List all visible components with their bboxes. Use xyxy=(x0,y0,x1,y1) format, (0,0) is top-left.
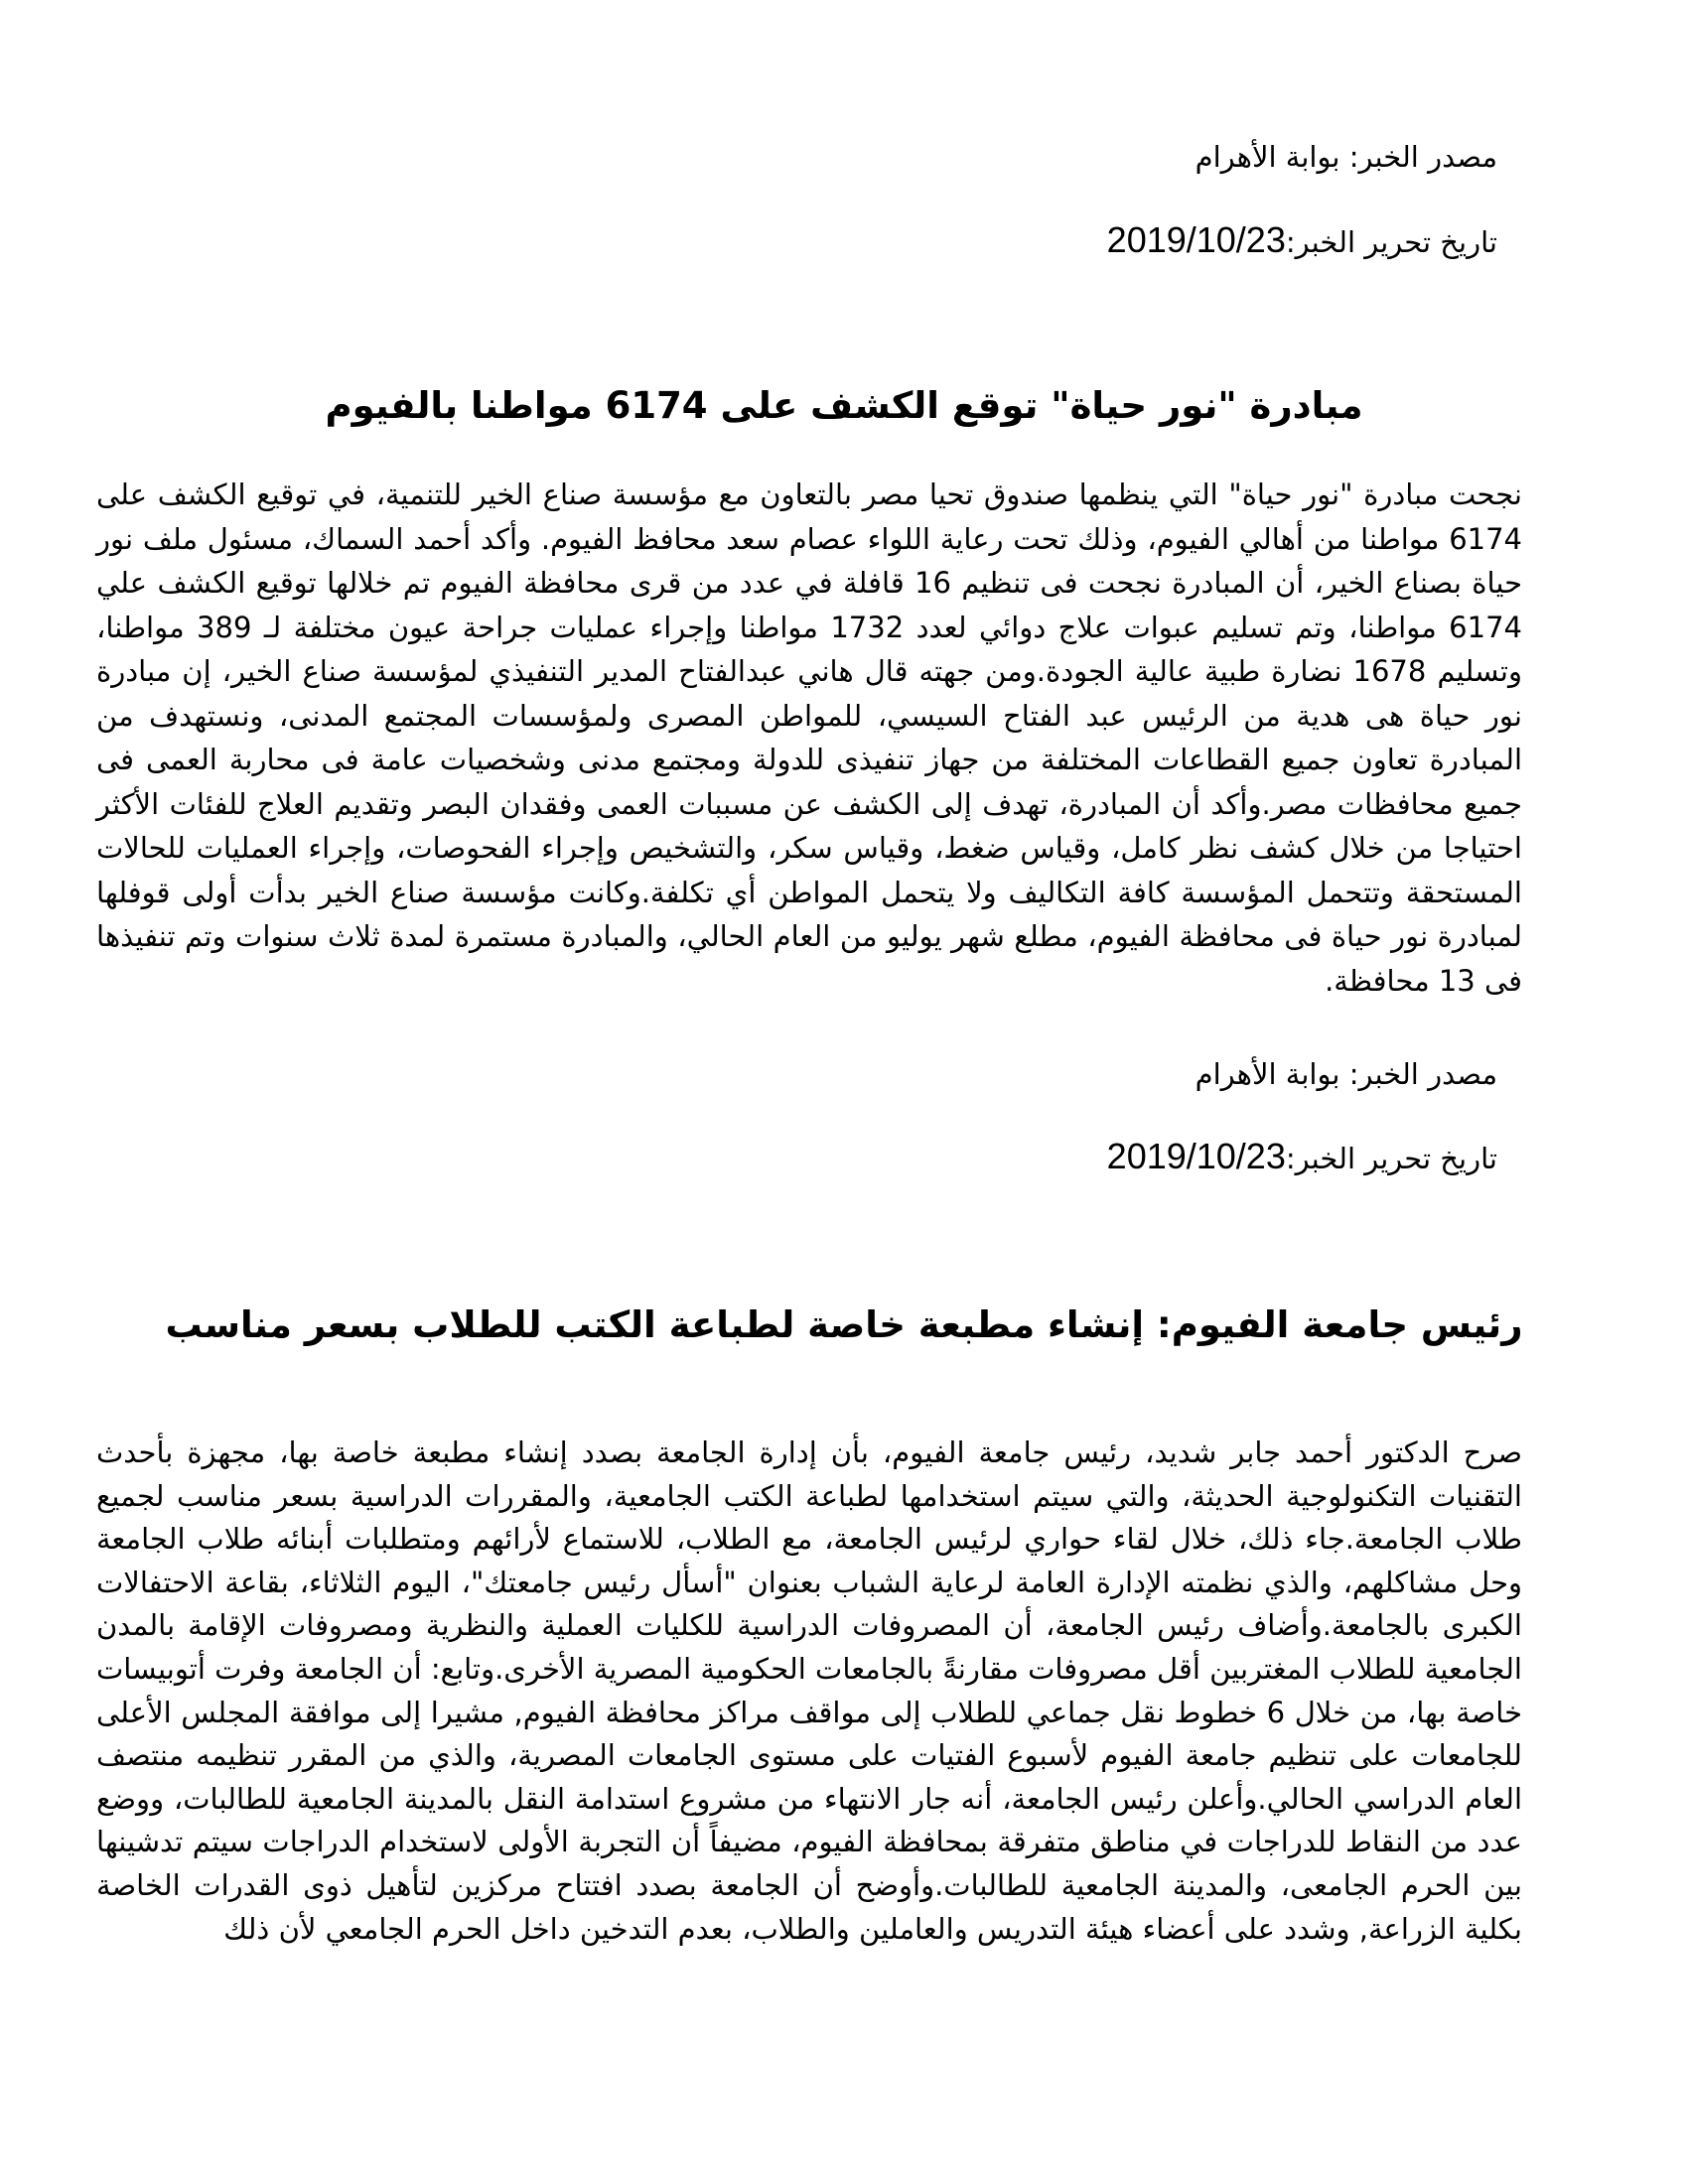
article-1-date-label: تاريخ تحرير الخبر: xyxy=(1285,225,1497,259)
article-1-title: مبادرة "نور حياة" توقع الكشف على 6174 مواطنا بالفيوم xyxy=(325,384,1363,427)
article-2-date-value: 2019/10/23 xyxy=(1106,1136,1286,1176)
article-2-title: رئيس جامعة الفيوم: إنشاء مطبعة خاصة لطباعة الكتب للطلاب بسعر مناسب xyxy=(165,1303,1523,1346)
article-1-body: نجحت مبادرة "نور حياة" التي ينظمها صندوق تحيا مصر بالتعاون مع مؤسسة صناع الخير للتنمية، في توقيع الكشف على 6174 مواطنا من أهالي الفيوم، وذلك تحت رعاية اللواء عصام سعد محافظ الفيوم. وأكد أحمد السماك، مسئول ملف نور حياة بصناع الخير، أن المبادرة نجحت فى تنظيم 16 قافلة في عدد من قرى محافظة الفيوم تم خلالها توقيع الكشف علي 6174 مواطنا، وتم تسليم عبوات علاج دوائي لعدد 1732 مواطنا وإجراء عمليات جراحة عيون مختلفة لـ 389 مواطنا، وتسليم 1678 نضارة طبية عالية الجودة.ومن جهته قال هاني عبدالفتاح المدير التنفيذي لمؤسسة صناع الخير، إن مبادرة نور حياة هى هدية من الرئيس عبد الفتاح السيسي، للمواطن المصرى ولمؤسسات المجتمع المدنى، ونستهدف من المبادرة تعاون جميع القطاعات المختلفة من جهاز تنفيذى للدولة ومجتمع مدنى وشخصيات عامة فى محاربة العمى فى جميع محافظات مصر.وأكد أن المبادرة، تهدف إلى الكشف عن مسببات العمى وفقدان البصر وتقديم العلاج للفئات الأكثر احتياجا من خلال كشف نظر كامل، وقياس ضغط، وقياس سكر، والتشخيص وإجراء الفحوصات، وإجراء العمليات للحالات المستحقة وتتحمل المؤسسة كافة التكاليف ولا يتحمل المواطن أي تكلفة.وكانت مؤسسة صناع الخير بدأت أولى قوفلها لمبادرة نور حياة فى محافظة الفيوم، مطلع شهر يوليو من العام الحالي، والمبادرة مستمرة لمدة ثلاث سنوات وتم تنفيذها فى 13 محافظة. xyxy=(96,478,1522,998)
article-2-source: مصدر الخبر: بوابة الأهرام xyxy=(1195,1057,1497,1091)
article-2-date xyxy=(405,1137,1497,1178)
article-2-date-label: تاريخ تحرير الخبر: xyxy=(1285,1142,1497,1175)
article-1-source: مصدر الخبر: بوابة الأهرام xyxy=(1195,140,1497,174)
article-2-body: صرح الدكتور أحمد جابر شديد، رئيس جامعة الفيوم، بأن إدارة الجامعة بصدد إنشاء مطبعة خاصة بها، مجهزة بأحدث التقنيات التكنولوجية الحديثة، والتي سيتم استخدامها لطباعة الكتب الجامعية، والمقررات الدراسية بسعر مناسب لجميع طلاب الجامعة.جاء ذلك، خلال لقاء حواري لرئيس الجامعة، مع الطلاب، للاستماع لأرائهم ومتطلبات أبنائه طلاب الجامعة وحل مشاكلهم، والذي نظمته الإدارة العامة لرعاية الشباب بعنوان "أسأل رئيس جامعتك"، اليوم الثلاثاء، بقاعة الاحتفالات الكبرى بالجامعة.وأضاف رئيس الجامعة، أن المصروفات الدراسية للكليات العملية والنظرية ومصروفات الإقامة بالمدن الجامعية للطلاب المغتربين أقل مصروفات مقارنةً بالجامعات الحكومية المصرية الأخرى.وتابع: أن الجامعة وفرت أتوبيسات خاصة بها، من خلال 6 خطوط نقل جماعي للطلاب إلى مواقف مراكز محافظة الفيوم, مشيرا إلى موافقة المجلس الأعلى للجامعات على تنظيم جامعة الفيوم لأسبوع الفتيات على مستوى الجامعات المصرية، والذي من المقرر تنظيمه منتصف العام الدراسي الحالي.وأعلن رئيس الجامعة، أنه جار الانتهاء من مشروع استدامة النقل بالمدينة الجامعية للطالبات، ووضع عدد من النقاط للدراجات في مناطق متفرقة بمحافظة الفيوم، مضيفاً أن التجربة الأولى لاستخدام الدراجات سيتم تدشينها بين الحرم الجامعى، والمدينة الجامعية للطالبات.وأوضح أن الجامعة بصدد افتتاح مركزين لتأهيل ذوى القدرات الخاصة بكلية الزراعة, وشدد على أعضاء هيئة التدريس والعاملين والطلاب، بعدم التدخين داخل الحرم الجامعي لأن ذلك xyxy=(96,1435,1522,1946)
article-1-date-value: 2019/10/23 xyxy=(1106,219,1286,260)
article-1-date xyxy=(405,220,1497,262)
